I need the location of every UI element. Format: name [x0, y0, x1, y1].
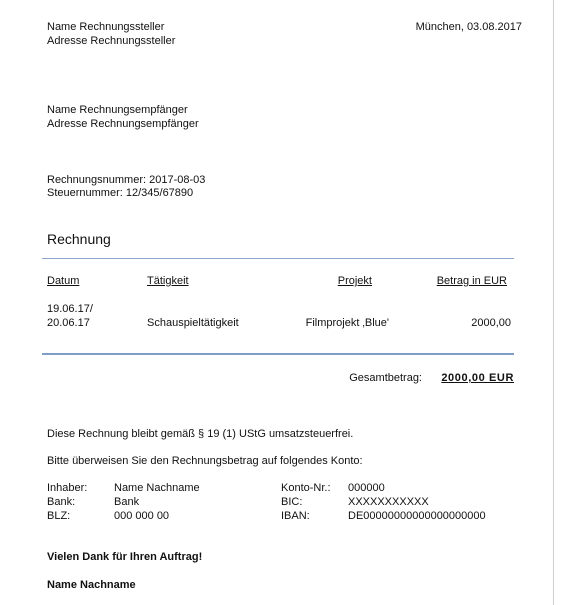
- account-label: Konto-Nr.:: [281, 482, 331, 494]
- invoice-heading: Rechnung: [47, 231, 111, 247]
- owner-label: Inhaber:: [47, 482, 88, 494]
- invoice-number: Rechnungsnummer: 2017-08-03: [47, 174, 206, 186]
- account-value: 000000: [348, 482, 385, 494]
- bank-label: Bank:: [47, 496, 76, 508]
- row-activity: Schauspieltätigkeit: [147, 317, 239, 329]
- row-project: Filmprojekt ‚Blue': [305, 317, 389, 329]
- sender-address: Adresse Rechnungssteller: [47, 35, 176, 47]
- owner-value: Name Nachname: [114, 482, 200, 494]
- signature-name: Name Nachname: [47, 579, 136, 591]
- iban-label: IBAN:: [281, 510, 310, 522]
- total-label: Gesamtbetrag:: [349, 372, 422, 384]
- bank-value: Bank: [114, 496, 140, 508]
- row-date-line2: 20.06.17: [47, 317, 90, 329]
- bic-value: XXXXXXXXXXX: [348, 496, 429, 508]
- recipient-address: Adresse Rechnungsempfänger: [47, 118, 199, 130]
- col-header-amount: Betrag in EUR: [436, 275, 507, 287]
- col-header-date: Datum: [47, 275, 80, 287]
- thanks-line: Vielen Dank für Ihren Auftrag!: [47, 551, 203, 563]
- payment-request: Bitte überweisen Sie den Rechnungsbetrag auf folgendes Konto:: [47, 455, 363, 467]
- col-header-project: Projekt: [337, 275, 372, 287]
- tax-note: Diese Rechnung bleibt gemäß § 19 (1) UStG umsatzsteuerfrei.: [47, 428, 354, 440]
- row-amount: 2000,00: [471, 317, 511, 329]
- col-header-activity: Tätigkeit: [147, 275, 189, 287]
- blz-label: BLZ:: [47, 510, 71, 522]
- iban-value: DE00000000000000000000: [348, 510, 486, 522]
- sender-name: Name Rechnungssteller: [47, 21, 165, 33]
- tax-number: Steuernummer: 12/345/67890: [47, 187, 194, 199]
- bic-label: BIC:: [281, 496, 303, 508]
- row-date-line1: 19.06.17/: [47, 303, 93, 315]
- recipient-name: Name Rechnungsempfänger: [47, 104, 188, 116]
- blz-value: 000 000 00: [114, 510, 170, 522]
- place-date: München, 03.08.2017: [415, 21, 522, 33]
- table-top-rule: [42, 258, 514, 259]
- table-bottom-rule: [42, 353, 514, 355]
- total-value: 2000,00 EUR: [441, 372, 514, 384]
